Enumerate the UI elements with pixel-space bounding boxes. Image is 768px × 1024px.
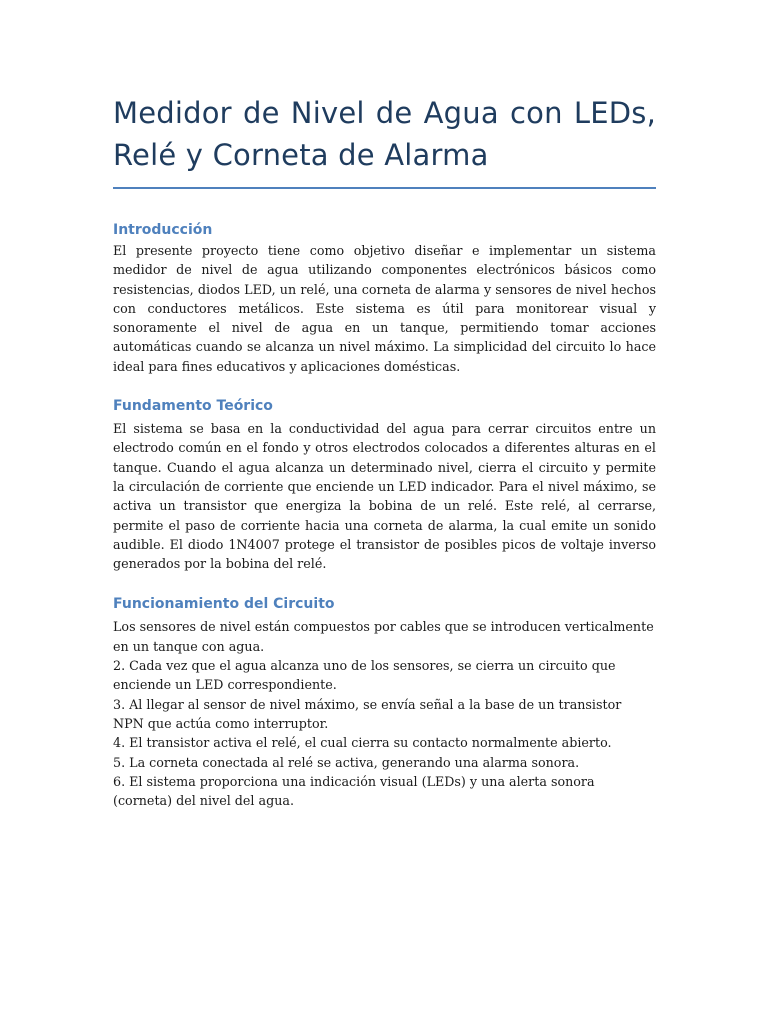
circuit-steps-list xyxy=(113,617,656,810)
section-body-fundamento-teorico: El sistema se basa en la conductividad del agua para cerrar circuitos entre un electrodo común en el fondo y otros electrodos colocados a diferentes alturas en el tanque. Cuando el agua alcanza un determinado nivel, cierra el circuito y permite la circulación de corriente que enciende un LED indicador. Para el nivel máximo, se activa un transistor que energiza la bobina de un relé. Este relé, al cerrarse, permite el paso de corriente hacia una corneta de alarma, la cual emite un sonido audible. El diodo 1N4007 protege el transistor de posibles picos de voltaje inverso generados por la bobina del relé. xyxy=(113,421,656,572)
section-introduccion xyxy=(113,220,656,376)
section-heading-funcionamiento-circuito: Funcionamiento del Circuito xyxy=(113,596,335,613)
document-page xyxy=(113,92,656,810)
section-fundamento-teorico xyxy=(113,396,656,573)
document-title: Medidor de Nivel de Agua con LEDs, Relé y Corneta de Alarma xyxy=(113,96,656,172)
title-divider xyxy=(113,187,656,189)
section-body-introduccion: El presente proyecto tiene como objetivo diseñar e implementar un sistema medidor de nivel de agua utilizando componentes electrónicos básicos como resistencias, diodos LED, un relé, una corneta de alarma y sensores de nivel hechos con conductores metálicos. Este sistema es útil para monitorear visual y sonoramente el nivel de agua en un tanque, permitiendo tomar acciones automáticas cuando se alcanza un nivel máximo. La simplicidad del circuito lo hace ideal para fines educativos y aplicaciones domésticas. xyxy=(113,243,656,374)
circuit-step: 4. El transistor activa el relé, el cual cierra su contacto normalmente abierto. xyxy=(113,735,612,751)
section-heading-introduccion: Introducción xyxy=(113,222,213,238)
circuit-step: 3. Al llegar al sensor de nivel máximo, se envía señal a la base de un transistor NPN que actúa como interruptor. xyxy=(113,696,622,731)
circuit-step: Los sensores de nivel están compuestos por cables que se introducen verticalmente en un tanque con agua. xyxy=(113,619,654,654)
section-heading-fundamento-teorico: Fundamento Teórico xyxy=(113,398,273,415)
circuit-step: 6. El sistema proporciona una indicación visual (LEDs) y una alerta sonora (corneta) del nivel del agua. xyxy=(113,773,595,809)
circuit-step: 5. La corneta conectada al relé se activa, generando una alarma sonora. xyxy=(113,754,580,770)
section-funcionamiento-circuito xyxy=(113,594,656,810)
circuit-step: 2. Cada vez que el agua alcanza uno de los sensores, se cierra un circuito que enciende un LED correspondiente. xyxy=(113,658,616,693)
